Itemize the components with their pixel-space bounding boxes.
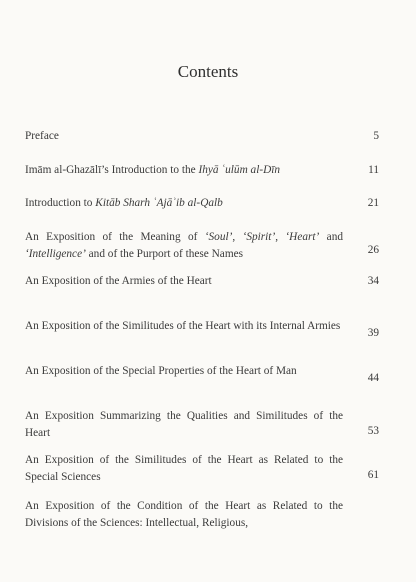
toc-entry[interactable] [25,162,377,179]
toc-entry-title [25,128,343,145]
title-segment: An Exposition of the Armies of the Heart [25,275,212,287]
italic-title-segment: ‘Heart’ [285,231,320,243]
toc-entry-title [25,229,343,262]
title-segment: An Exposition of the Special Properties of the Heart of Man [25,365,297,377]
toc-page-number: 61 [367,469,379,481]
toc-entry[interactable] [25,229,377,262]
page-title: Contents [177,62,239,81]
italic-title-segment: Ihyā ʿulūm al-Dīn [198,164,281,176]
toc-page-number: 11 [368,164,379,176]
title-segment: An Exposition Summarizing the Qualities and Similitudes of the Heart [25,410,343,439]
italic-title-segment: ‘Soul’ [204,231,233,243]
toc-page-number: 26 [367,244,379,256]
toc-page-number: 5 [373,130,379,142]
toc-entry-title [25,498,343,531]
toc-entry-title [25,452,343,485]
title-segment: Imām al-Ghazālī’s Introduction to the [25,164,199,176]
title-segment: An Exposition of the Condition of the Heart as Related to the Divisions of the Sciences: Intellectual, Religious, [25,500,343,529]
toc-entry[interactable] [25,498,377,531]
title-segment: and of the Purport of these Names [85,247,244,260]
italic-title-segment: ‘Spirit’ [242,231,276,243]
toc-entry-title [25,408,343,441]
toc-entry-title [25,162,343,179]
toc-page-number: 39 [367,327,379,339]
toc-entry[interactable] [25,363,379,384]
toc-page-number: 53 [367,425,379,437]
toc-entry[interactable] [25,195,377,212]
toc-entry-title [25,273,343,290]
toc-page-number: 21 [367,197,379,209]
toc-entry[interactable] [25,273,377,290]
toc-entry-title [25,195,343,212]
title-segment: , [275,231,286,243]
title-segment: and [319,231,343,243]
title-segment: An Exposition of the Similitudes of the Heart as Related to the Special Sciences [25,454,343,483]
title-segment: Preface [25,130,59,142]
title-segment: Introduction to [25,197,96,209]
toc-entry-title [25,363,343,380]
title-segment: , [232,231,243,243]
title-segment: An Exposition of the Similitudes of the Heart with its Internal Armies [25,320,341,332]
toc-entry-title [25,318,343,335]
toc-entry[interactable] [25,128,377,145]
toc-entry[interactable] [25,318,379,339]
toc-page-number: 34 [367,275,379,287]
title-segment: An Exposition of the Meaning of [25,231,205,243]
toc-page-number: 44 [367,372,379,384]
toc-entry[interactable] [25,408,377,441]
italic-title-segment: Kitāb Sharh ʿAjāʾib al-Qalb [95,197,223,209]
toc-entry[interactable] [25,452,377,485]
italic-title-segment: ‘Intelligence’ [25,247,86,260]
